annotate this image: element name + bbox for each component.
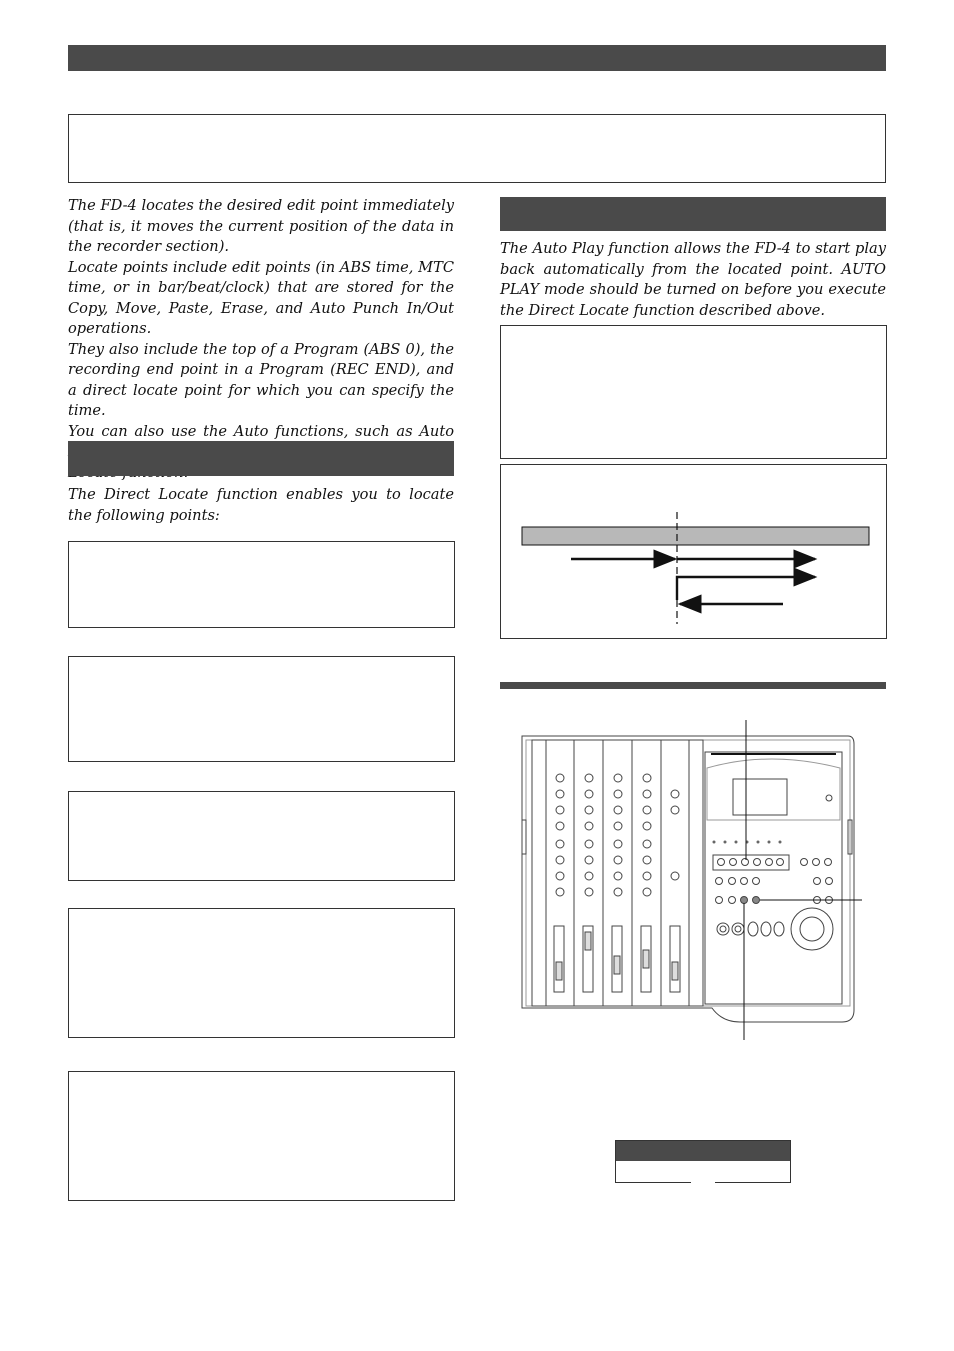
figure-rule (500, 682, 886, 689)
auto-play-heading-bar (500, 197, 886, 231)
summary-table-divider (691, 1182, 715, 1185)
intro-paragraph: You can also use the Auto functions, such as Auto (68, 422, 454, 440)
direct-locate-heading-bar (68, 441, 454, 476)
locate-point-box-4 (68, 908, 455, 1038)
locate-point-box-1 (68, 541, 455, 628)
intro-paragraph: Locate points include edit points (in ABS time, MTC time, or in bar/beat/clock) that are stored for the Copy, Move, Paste, Erase, and Auto Punch In/Out operations. (68, 258, 454, 337)
summary-table-header (616, 1141, 790, 1161)
locate-point-box-5 (68, 1071, 455, 1201)
direct-locate-text: The Direct Locate function enables you to locate the following points: (68, 486, 454, 524)
top-note-box (68, 114, 886, 183)
intro-paragraph: The FD-4 locates the desired edit point immediately (that is, it moves the current position of the data in the recorder section). (68, 197, 454, 255)
auto-play-note-box (500, 325, 887, 459)
page-header-bar (68, 45, 886, 71)
locate-point-box-3 (68, 791, 455, 881)
locate-point-box-2 (68, 656, 455, 762)
auto-play-text: The Auto Play function allows the FD-4 to start play back automatically from the located point. AUTO PLAY mode should be turned on before you execute the Direct Locate function described above. (500, 240, 886, 319)
fd4-panel-illustration (500, 710, 886, 1050)
intro-text (68, 196, 454, 483)
autoplay-arrow (677, 577, 815, 600)
summary-table (615, 1140, 791, 1183)
intro-paragraph: They also include the top of a Program (ABS 0), the recording end point in a Program (REC END), and a direct locate point for which you can specify the time. (68, 340, 454, 419)
timeline-bar (522, 527, 869, 545)
auto-play-diagram (500, 464, 887, 639)
